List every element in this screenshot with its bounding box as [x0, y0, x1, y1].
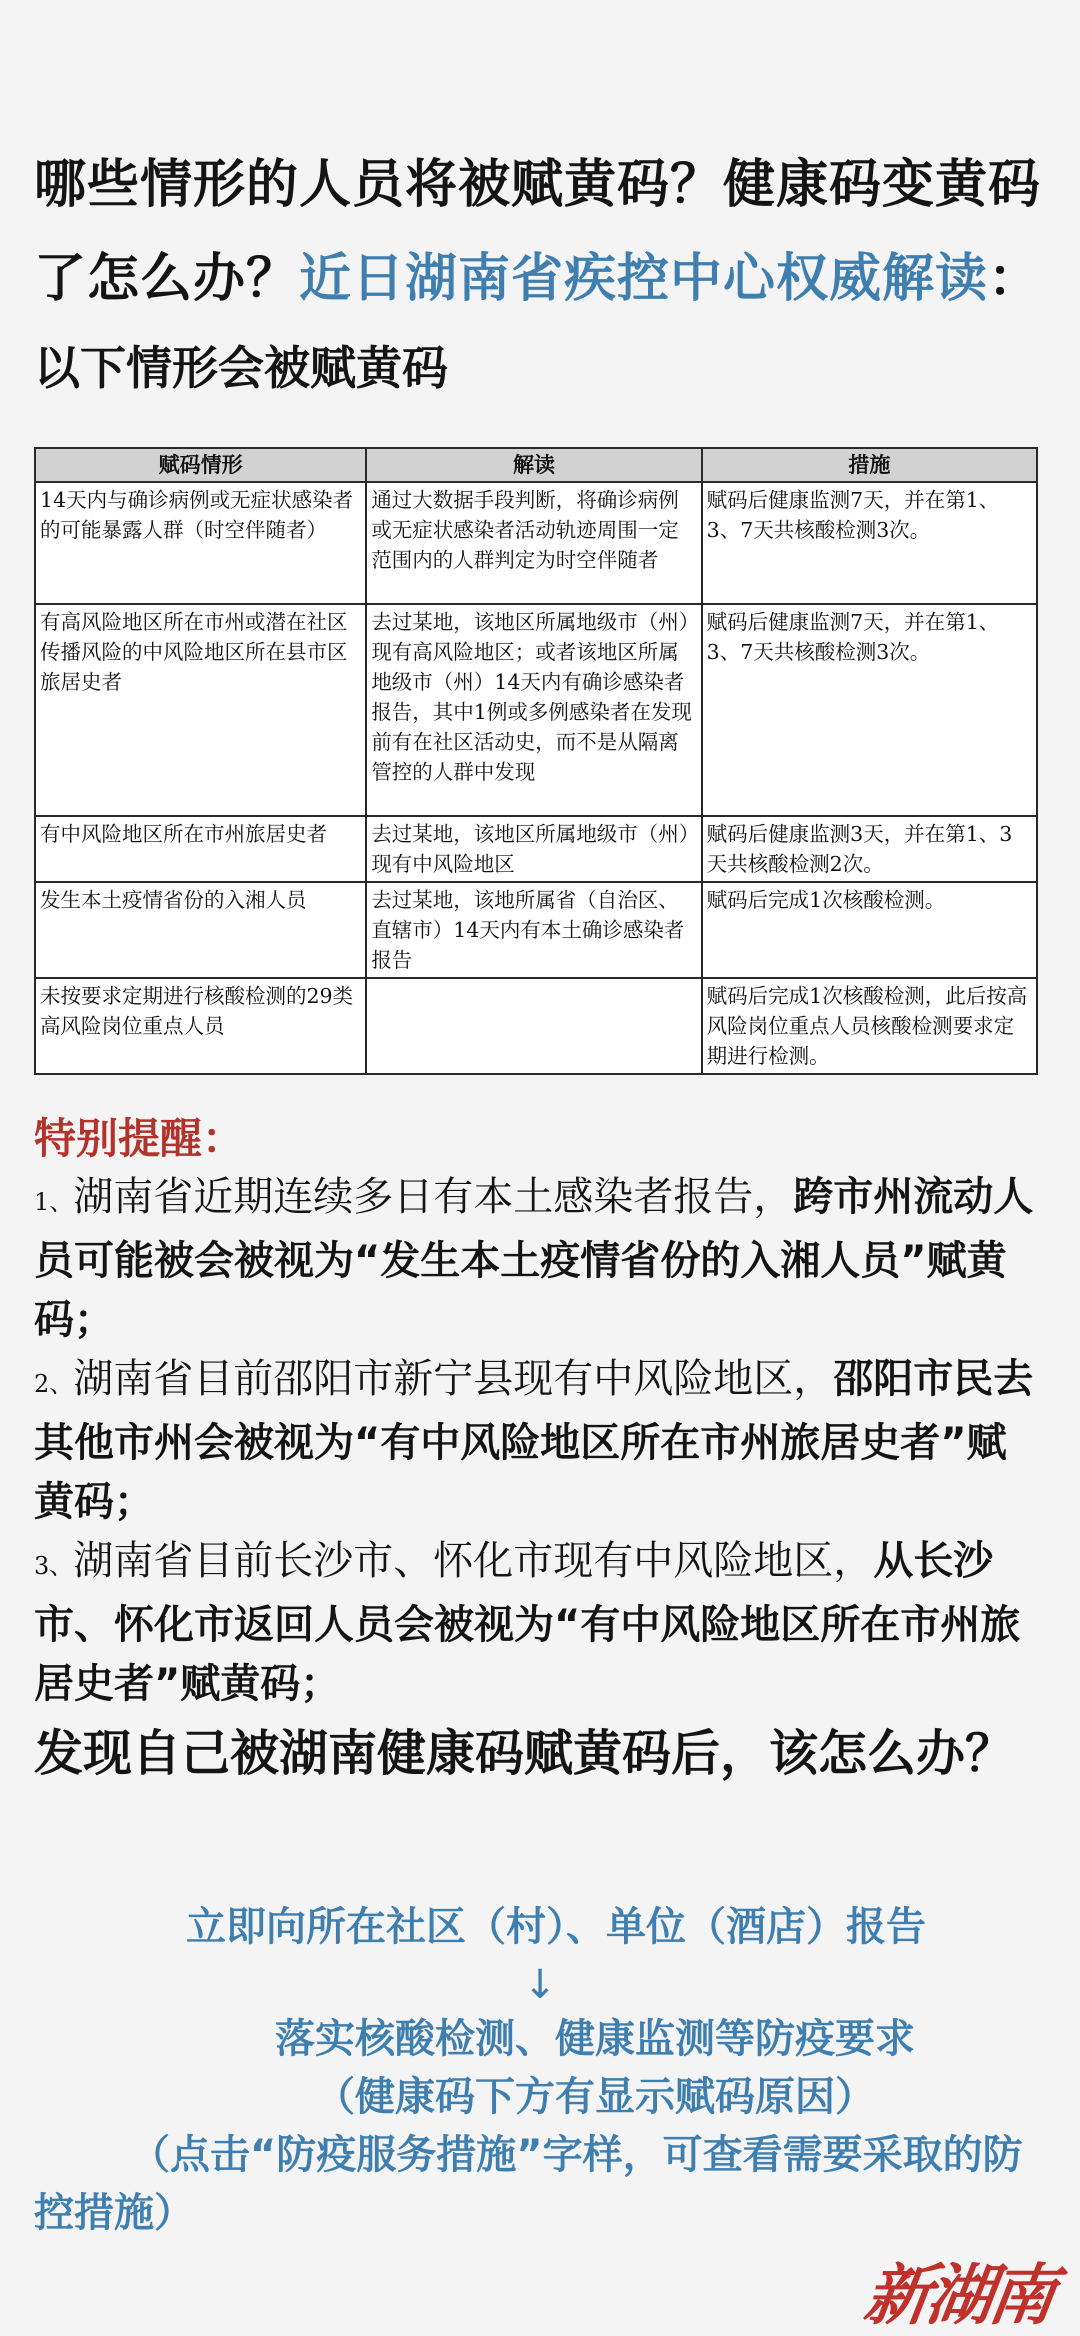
table-header-row	[35, 448, 1037, 482]
cell-situation: 有高风险地区所在市州或潜在社区传播风险的中风险地区所在县市区旅居史者	[35, 604, 366, 816]
table-row	[35, 882, 1037, 978]
reminder-item: 3、湖南省目前长沙市、怀化市现有中风险地区，从长沙市、怀化市返回人员会被视为“有中风险地区所在市州旅居史者”赋黄码；	[34, 1538, 1021, 1707]
cell-explain: 去过某地，该地所属省（自治区、直辖市）14天内有本土确诊感染者报告	[366, 882, 701, 978]
section-heading-what-to-do: 发现自己被湖南健康码赋黄码后，该怎么办？	[34, 1725, 1015, 1782]
cell-explain: 通过大数据手段判断，将确诊病例或无症状感染者活动轨迹周围一定范围内的人群判定为时空伴随者	[366, 482, 701, 604]
cell-explain: 去过某地，该地区所属地级市（州）现有高风险地区；或者该地区所属地级市（州）14天内有确诊感染者报告，其中1例或多例感染者在发现前有在社区活动史，而不是从隔离管控的人群中发现	[366, 604, 701, 816]
title-blue-text: 近日湖南省疾控中心权威解读	[299, 249, 989, 309]
table-row	[35, 482, 1037, 604]
brand-logo: 新湖南	[859, 2256, 1057, 2334]
reminder-item: 2、湖南省目前邵阳市新宁县现有中风险地区，邵阳市民去其他市州会被视为“有中风险地区所在市州旅居史者”赋黄码；	[34, 1356, 1034, 1525]
cell-explain	[366, 978, 701, 1074]
step-measures-note: （点击“防疫服务措施”字样，可查看需要采取的防控措施）	[34, 2132, 1023, 2236]
table-row	[35, 816, 1037, 882]
table-row	[35, 978, 1037, 1074]
step-testing: 落实核酸检测、健康监测等防疫要求	[275, 2016, 915, 2062]
title-black-text: 哪些情形的人员将被赋黄码？健康码变黄码了怎么办？	[34, 155, 1042, 309]
cell-measure: 赋码后完成1次核酸检测。	[702, 882, 1037, 978]
step-reason-note: （健康码下方有显示赋码原因）	[315, 2074, 875, 2120]
title-colon: ：	[988, 249, 1042, 309]
cell-situation: 14天内与确诊病例或无症状感染者的可能暴露人群（时空伴随者）	[35, 482, 366, 604]
cell-explain: 去过某地，该地区所属地级市（州）现有中风险地区	[366, 816, 701, 882]
yellow-code-table	[34, 447, 1038, 1075]
cell-situation: 发生本土疫情省份的入湘人员	[35, 882, 366, 978]
reminder-item: 1、湖南省近期连续多日有本土感染者报告，跨市州流动人员可能被会被视为“发生本土疫情省份的入湘人员”赋黄码；	[34, 1174, 1034, 1343]
step-report: 立即向所在社区（村）、单位（酒店）报告	[186, 1904, 926, 1950]
cell-situation: 未按要求定期进行核酸检测的29类高风险岗位重点人员	[35, 978, 366, 1074]
cell-measure: 赋码后完成1次核酸检测，此后按高风险岗位重点人员核酸检测要求定期进行检测。	[702, 978, 1037, 1074]
header-explain: 解读	[366, 448, 701, 482]
cell-measure: 赋码后健康监测3天，并在第1、3天共核酸检测2次。	[702, 816, 1037, 882]
reminder-heading: 特别提醒：	[34, 1114, 245, 1163]
header-measure: 措施	[702, 448, 1037, 482]
cell-measure: 赋码后健康监测7天，并在第1、3、7天共核酸检测3次。	[702, 604, 1037, 816]
table-row	[35, 604, 1037, 816]
header-situation: 赋码情形	[35, 448, 366, 482]
cell-situation: 有中风险地区所在市州旅居史者	[35, 816, 366, 882]
cell-measure: 赋码后健康监测7天，并在第1、3、7天共核酸检测3次。	[702, 482, 1037, 604]
steps-flow	[34, 1898, 1046, 2242]
page-title	[34, 138, 1046, 326]
subtitle: 以下情形会被赋黄码	[34, 341, 448, 395]
reminder-list	[34, 1168, 1046, 1714]
arrow-down-icon: ↓	[523, 1962, 557, 2008]
